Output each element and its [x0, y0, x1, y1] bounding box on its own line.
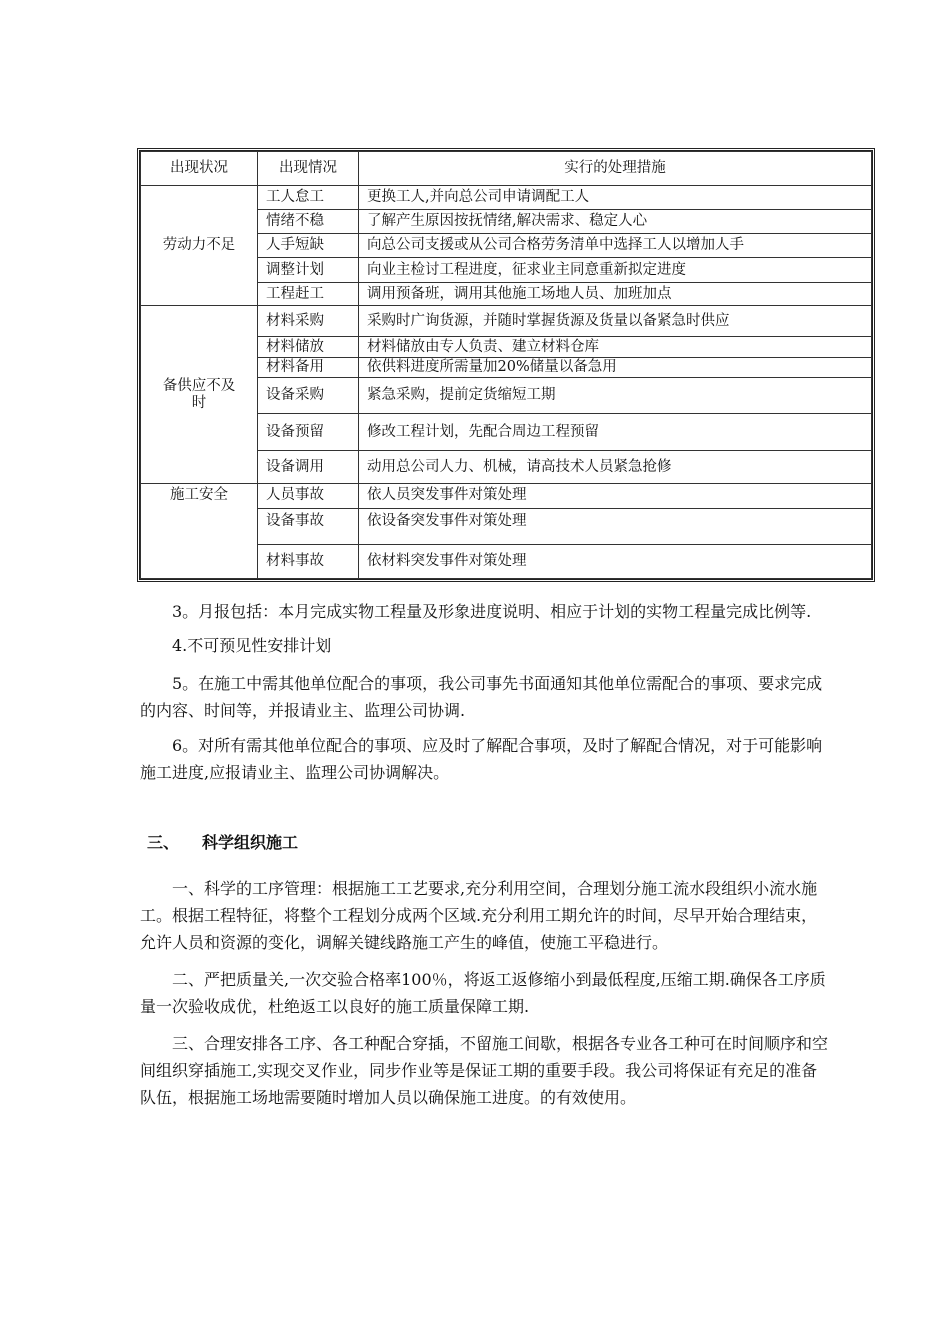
measure-cell: 依人员突发事件对策处理: [359, 484, 872, 509]
paragraph: 3。月报包括：本月完成实物工程量及形象进度说明、相应于计划的实物工程量完成比例等.: [172, 602, 812, 621]
paragraph: 6。对所有需其他单位配合的事项、应及时了解配合事项，及时了解配合情况，对于可能影响施工进度,应报请业主、监理公司协调解决。: [140, 736, 823, 782]
situation-cell: 材料事故: [258, 545, 359, 579]
measure-cell: 依供料进度所需量加20%储量以备急用: [359, 358, 872, 378]
situation-cell: 设备采购: [258, 378, 359, 414]
paragraph: 4.不可预见性安排计划: [172, 636, 332, 655]
paragraph: 三、合理安排各工序、各工种配合穿插，不留施工间歇，根据各专业各工种可在时间顺序和空间组织穿插施工,实现交叉作业，同步作业等是保证工期的重要手段。我公司将保证有充足的准备队伍，根据施工场地需要随时增加人员以确保施工进度。的有效使用。: [140, 1034, 829, 1107]
measure-cell: 紧急采购，提前定货缩短工期: [359, 378, 872, 414]
section-title: 科学组织施工: [202, 833, 299, 852]
status-cell: 劳动力不足: [141, 186, 258, 306]
situation-cell: 调整计划: [258, 258, 359, 283]
situation-cell: 人员事故: [258, 484, 359, 509]
status-cell: [141, 306, 258, 484]
situation-cell: 设备调用: [258, 451, 359, 484]
measure-cell: 了解产生原因按抚情绪,解决需求、稳定人心: [359, 210, 872, 234]
status-cell: 施工安全: [141, 484, 258, 579]
situation-cell: 情绪不稳: [258, 210, 359, 234]
situation-cell: 设备预留: [258, 414, 359, 451]
measures-table: [137, 148, 875, 582]
header-situation: 出现情况: [258, 152, 359, 186]
paragraph: 二、严把质量关,一次交验合格率100％，将返工返修缩小到最低程度,压缩工期.确保各工序质量一次验收成优，杜绝返工以良好的施工质量保障工期.: [140, 970, 826, 1016]
situation-cell: 材料采购: [258, 306, 359, 337]
situation-cell: 工人怠工: [258, 186, 359, 210]
section-number: 三、: [147, 833, 180, 852]
measure-cell: 采购时广询货源，并随时掌握货源及货量以备紧急时供应: [359, 306, 872, 337]
paragraphs-lower: [140, 875, 830, 1111]
measure-cell: 依材料突发事件对策处理: [359, 545, 872, 579]
situation-cell: 人手短缺: [258, 234, 359, 258]
measure-cell: 依设备突发事件对策处理: [359, 509, 872, 545]
measure-cell: 更换工人,并向总公司申请调配工人: [359, 186, 872, 210]
situation-cell: 材料储放: [258, 337, 359, 358]
status-text: 备供应不及时: [162, 377, 236, 411]
section-heading: [147, 830, 298, 853]
situation-cell: 设备事故: [258, 509, 359, 545]
measure-cell: 向业主检讨工程进度，征求业主同意重新拟定进度: [359, 258, 872, 283]
measure-cell: 向总公司支援或从公司合格劳务清单中选择工人以增加人手: [359, 234, 872, 258]
header-measure: 实行的处理措施: [359, 152, 872, 186]
paragraph: 一、科学的工序管理：根据施工工艺要求,充分利用空间，合理划分施工流水段组织小流水施工。根据工程特征，将整个工程划分成两个区域.充分利用工期允许的时间，尽早开始合理结束，允许人员和资源的变化，调解关键线路施工产生的峰值，使施工平稳进行。: [140, 879, 818, 952]
header-status: 出现状况: [141, 152, 258, 186]
situation-cell: 材料备用: [258, 358, 359, 378]
paragraph: 5。在施工中需其他单位配合的事项，我公司事先书面通知其他单位需配合的事项、要求完成的内容、时间等，并报请业主、监理公司协调.: [140, 674, 823, 720]
measure-cell: 修改工程计划，先配合周边工程预留: [359, 414, 872, 451]
measure-cell: 材料储放由专人负责、建立材料仓库: [359, 337, 872, 358]
measure-cell: 调用预备班，调用其他施工场地人员、加班加点: [359, 283, 872, 306]
situation-cell: 工程赶工: [258, 283, 359, 306]
measure-cell: 动用总公司人力、机械，请高技术人员紧急抢修: [359, 451, 872, 484]
paragraphs-upper: [140, 598, 830, 786]
